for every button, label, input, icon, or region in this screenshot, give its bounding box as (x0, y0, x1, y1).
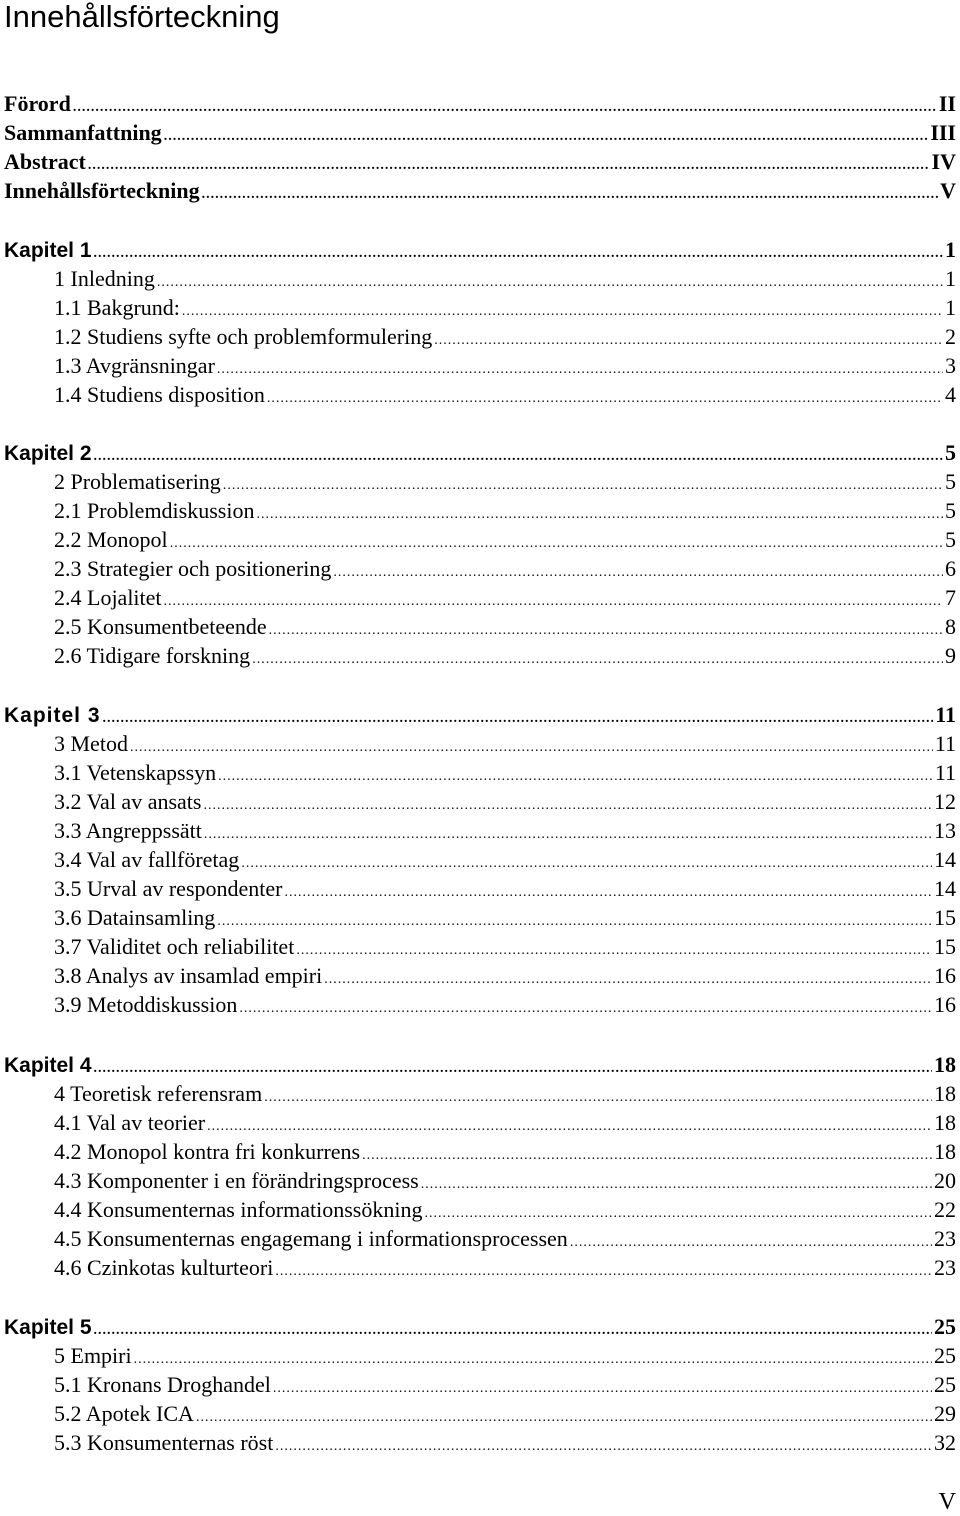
toc-section-page: 8 (945, 614, 956, 639)
toc-section[interactable] (54, 294, 956, 322)
toc-section-label: 2.2 Monopol (54, 527, 168, 552)
dot-leader (134, 1342, 932, 1370)
toc-section-page: 25 (934, 1372, 956, 1397)
toc-section-label: 4.5 Konsumenternas engagemang i informationsprocessen (54, 1226, 568, 1251)
page-title: Innehållsförteckning (4, 0, 280, 34)
dot-leader (275, 1429, 932, 1457)
toc-chapter-label: Kapitel 4 (4, 1054, 92, 1077)
toc-section-label: 1.1 Bakgrund: (54, 295, 180, 320)
dot-leader (217, 352, 943, 380)
toc-section-page: 6 (945, 556, 956, 581)
dot-leader (204, 817, 932, 845)
toc-section[interactable] (54, 759, 956, 787)
toc-chapter-2[interactable] (4, 439, 956, 467)
dot-leader (182, 294, 943, 322)
dot-leader (94, 439, 943, 467)
toc-section-page: 1 (945, 295, 956, 320)
toc-section-label: 2.6 Tidigare forskning (54, 643, 251, 668)
toc-section-label: 2.3 Strategier och positionering (54, 556, 332, 581)
toc-section-label: 4.6 Czinkotas kulturteori (54, 1255, 274, 1280)
dot-leader (207, 1109, 932, 1137)
toc-section-page: 4 (945, 382, 956, 407)
toc-section-page: 14 (934, 847, 956, 872)
toc-section[interactable] (54, 265, 956, 293)
dot-leader (73, 90, 937, 118)
toc-section-label: 3.6 Datainsamling (54, 905, 216, 930)
toc-section-label: 3.3 Angreppssätt (54, 818, 202, 843)
toc-section-label: 2.5 Konsumentbeteende (54, 614, 267, 639)
dot-leader (421, 1167, 932, 1195)
toc-section[interactable] (54, 1342, 956, 1370)
toc-section-label: 1.2 Studiens syfte och problemformulering (54, 324, 433, 349)
toc-section[interactable] (54, 1138, 956, 1166)
toc-section[interactable] (54, 1109, 956, 1137)
dot-leader (296, 933, 932, 961)
toc-entry-page: II (938, 91, 956, 116)
dot-leader (267, 381, 943, 409)
toc-section-label: 4.1 Val av teorier (54, 1110, 206, 1135)
dot-leader (241, 846, 932, 874)
toc-section-label: 2.1 Problemdiskussion (54, 498, 255, 523)
toc-section-label: 4.2 Monopol kontra fri konkurrens (54, 1139, 361, 1164)
toc-section-label: 3.7 Validitet och reliabilitet (54, 934, 295, 959)
toc-chapter-3[interactable] (4, 701, 956, 729)
toc-section-page: 16 (934, 963, 956, 988)
toc-section-label: 3.1 Vetenskapssyn (54, 760, 217, 785)
toc-chapter-page: 18 (934, 1052, 956, 1077)
toc-section-label: 4 Teoretisk referensram (54, 1081, 263, 1106)
toc-section-label: 2.4 Lojalitet (54, 585, 162, 610)
dot-leader (269, 613, 943, 641)
dot-leader (94, 236, 943, 264)
dot-leader (324, 962, 932, 990)
toc-section-page: 18 (934, 1110, 956, 1135)
dot-leader (203, 788, 932, 816)
dot-leader (264, 1080, 932, 1108)
toc-entry-sammanfattning[interactable] (4, 119, 956, 147)
toc-section-label: 1 Inledning (54, 266, 155, 291)
toc-section-page: 5 (945, 469, 956, 494)
dot-leader (88, 148, 930, 176)
toc-entry-abstract[interactable] (4, 148, 956, 176)
toc-section-label: 2 Problematisering (54, 469, 221, 494)
dot-leader (94, 1051, 932, 1079)
dot-leader (252, 642, 943, 670)
toc-section-page: 5 (945, 498, 956, 523)
dot-leader (170, 526, 943, 554)
toc-section-page: 7 (945, 585, 956, 610)
toc-chapter-label: Kapitel 5 (4, 1316, 92, 1339)
toc-entry-label: Innehållsförteckning (4, 178, 200, 203)
toc-chapter-page: 1 (945, 237, 956, 262)
toc-section[interactable] (54, 730, 956, 758)
dot-leader (275, 1254, 932, 1282)
toc-entry-page: V (940, 178, 956, 203)
toc-section-page: 18 (934, 1081, 956, 1106)
toc-section[interactable] (54, 526, 956, 554)
toc-section-page: 23 (934, 1226, 956, 1251)
dot-leader (256, 497, 943, 525)
toc-chapter-label: Kapitel 2 (4, 442, 92, 465)
toc-entry-page: IV (931, 149, 956, 174)
dot-leader (424, 1196, 932, 1224)
dot-leader (223, 468, 943, 496)
dot-leader (196, 1400, 932, 1428)
toc-section-label: 3.5 Urval av respondenter (54, 876, 283, 901)
dot-leader (217, 904, 932, 932)
dot-leader (273, 1371, 932, 1399)
toc-section[interactable] (54, 584, 956, 612)
toc-section[interactable] (54, 962, 956, 990)
dot-leader (164, 584, 943, 612)
page-number: V (938, 1489, 956, 1515)
toc-chapter-1[interactable] (4, 236, 956, 264)
dot-leader (239, 991, 932, 1019)
toc-section-label: 3 Metod (54, 731, 128, 756)
toc-section[interactable] (54, 1371, 956, 1399)
toc-chapter-page: 5 (945, 440, 956, 465)
toc-section-page: 29 (934, 1401, 956, 1426)
toc-section-page: 16 (934, 992, 956, 1017)
toc-section-label: 5 Empiri (54, 1343, 132, 1368)
toc-section[interactable] (54, 875, 956, 903)
toc-section[interactable] (54, 817, 956, 845)
toc-section[interactable] (54, 497, 956, 525)
toc-section[interactable] (54, 846, 956, 874)
toc-entry-label: Förord (4, 91, 71, 116)
toc-section[interactable] (54, 352, 956, 380)
toc-section-page: 22 (934, 1197, 956, 1222)
toc-chapter-4[interactable] (4, 1051, 956, 1079)
toc-chapter-label: Kapitel 1 (4, 239, 92, 262)
toc-entry-forord[interactable] (4, 90, 956, 118)
toc-section[interactable] (54, 1254, 956, 1282)
dot-leader (333, 555, 943, 583)
dot-leader (164, 119, 929, 147)
toc-section[interactable] (54, 1400, 956, 1428)
toc-section-label: 4.3 Komponenter i en förändringsprocess (54, 1168, 419, 1193)
toc-section[interactable] (54, 991, 956, 1019)
toc-section-label: 4.4 Konsumenternas informationssökning (54, 1197, 423, 1222)
toc-section-page: 12 (934, 789, 956, 814)
toc-section-page: 20 (934, 1168, 956, 1193)
toc-section[interactable] (54, 468, 956, 496)
toc-entry-label: Sammanfattning (4, 120, 162, 145)
toc-section[interactable] (54, 1429, 956, 1457)
toc-section[interactable] (54, 613, 956, 641)
toc-chapter-page: 11 (935, 702, 956, 727)
dot-leader (284, 875, 932, 903)
toc-section-label: 3.4 Val av fallföretag (54, 847, 240, 872)
toc-section-page: 15 (934, 905, 956, 930)
toc-chapter-page: 25 (934, 1314, 956, 1339)
toc-chapter-5[interactable] (4, 1313, 956, 1341)
toc-section-label: 3.2 Val av ansats (54, 789, 202, 814)
dot-leader (103, 701, 934, 729)
toc-section-page: 1 (945, 266, 956, 291)
toc-section-page: 11 (934, 760, 956, 785)
toc-section-page: 14 (934, 876, 956, 901)
toc-section[interactable] (54, 1167, 956, 1195)
toc-section-label: 5.2 Apotek ICA (54, 1401, 194, 1426)
toc-chapter-label: Kapitel 3 (4, 704, 101, 727)
toc-section-page: 18 (934, 1139, 956, 1164)
toc-section[interactable] (54, 933, 956, 961)
toc-section-page: 11 (934, 731, 956, 756)
toc-section-page: 5 (945, 527, 956, 552)
toc-section-page: 25 (934, 1343, 956, 1368)
toc-section[interactable] (54, 642, 956, 670)
dot-leader (570, 1225, 932, 1253)
toc-entry-label: Abstract (4, 149, 86, 174)
toc-section[interactable] (54, 555, 956, 583)
toc-section[interactable] (54, 323, 956, 351)
dot-leader (130, 730, 933, 758)
toc-section[interactable] (54, 381, 956, 409)
toc-section-page: 23 (934, 1255, 956, 1280)
dot-leader (218, 759, 933, 787)
toc-section[interactable] (54, 1225, 956, 1253)
dot-leader (362, 1138, 932, 1166)
toc-section-label: 5.3 Konsumenternas röst (54, 1430, 274, 1455)
toc-section[interactable] (54, 1080, 956, 1108)
toc-section-page: 32 (934, 1430, 956, 1455)
toc-section[interactable] (54, 788, 956, 816)
toc-section-label: 1.4 Studiens disposition (54, 382, 265, 407)
toc-section-label: 3.8 Analys av insamlad empiri (54, 963, 323, 988)
toc-section-label: 3.9 Metoddiskussion (54, 992, 238, 1017)
toc-entry-innehallsforteckning[interactable] (4, 177, 956, 205)
toc-entry-page: III (930, 120, 956, 145)
toc-section-page: 2 (945, 324, 956, 349)
toc-section-page: 15 (934, 934, 956, 959)
toc-section-page: 9 (945, 643, 956, 668)
toc-section[interactable] (54, 1196, 956, 1224)
toc-section-label: 1.3 Avgränsningar (54, 353, 215, 378)
dot-leader (202, 177, 939, 205)
toc-section-page: 3 (945, 353, 956, 378)
dot-leader (434, 323, 943, 351)
toc-section[interactable] (54, 904, 956, 932)
dot-leader (157, 265, 943, 293)
toc-section-label: 5.1 Kronans Droghandel (54, 1372, 271, 1397)
toc-section-page: 13 (934, 818, 956, 843)
dot-leader (94, 1313, 932, 1341)
